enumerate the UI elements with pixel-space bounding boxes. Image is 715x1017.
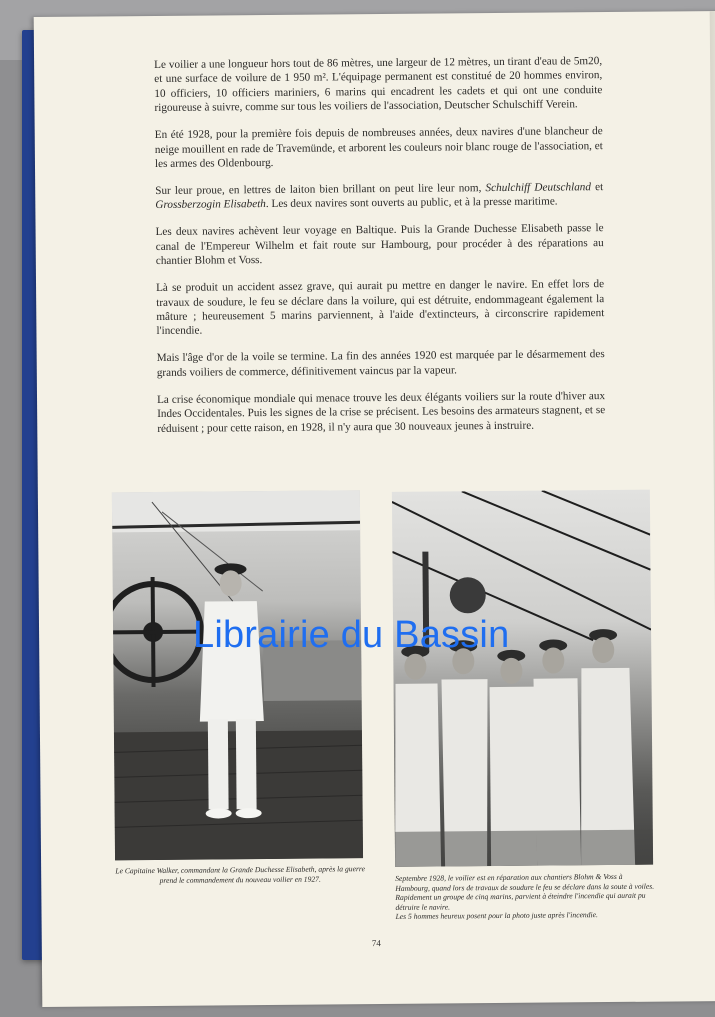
book-page xyxy=(34,11,715,1007)
ship-name-1: Schulchiff Deutschland xyxy=(485,181,592,195)
paragraph-3 xyxy=(155,180,603,213)
paragraph-1: Le voilier a une longueur hors tout de 86 mètres, une largeur de 12 mètres, un tirant d'eau de 5m20, et une surface de voilure de 1 950 m². L'équipage permanent est constitué de 20 hommes environ, 10 officiers, 10 officiers mariniers, 6 marins qui encadrent les cadets et qui ont une conduite rigoureuse à suivre, comme sur tous les voiliers de l'association, Deutscher Schulschiff Verein. xyxy=(154,55,603,115)
paragraph-2: En été 1928, pour la première fois depuis de nombreuses années, deux navires d'une blancheur de neige mouillent en rade de Travemünde, et arborent les couleurs noir blanc rouge de l'association, et les armes des Oldenbourg. xyxy=(154,125,603,171)
caption-left: Le Capitaine Walker, commandant la Grande Duchesse Elisabeth, après la guerre prend le commandement du nouveau voilier en 1927. xyxy=(115,864,365,885)
page-edge xyxy=(710,11,715,1011)
caption-right-main: Septembre 1928, le voilier est en réparation aux chantiers Blohm & Voss à Hambourg, quand lors de travaux de soudure le feu se déclare dans la soute à voiles. Rapidement un groupe de cinq marins, parvient à éteindre l'incendie qui aurait pu détruire le navire. xyxy=(395,871,655,912)
caption-right xyxy=(395,872,657,922)
paragraph-5: Là se produit un accident assez grave, qui aurait pu mettre en danger le navire. En effet lors de travaux de soudure, le feu se déclare dans la voilure, qui est détruite, endommageant également la mâture ; heureusement 5 marins parviennent, à l'aide d'extincteurs, à circonscrire rapidement l'incendie. xyxy=(156,278,605,338)
photo-sailors xyxy=(392,490,653,867)
paragraph-7: La crise économique mondiale qui menace trouve les deux élégants voiliers sur la route d'hiver aux Indes Occidentales. Puis les signes de la crise se précisent. Les besoins des armateurs stagnent, et se réduisent ; pour cette raison, en 1928, il n'y aura que 30 nouveaux jeunes à instruire. xyxy=(156,389,606,435)
caption-right-note: Les 5 hommes heureux posent pour la photo juste après l'incendie. xyxy=(395,910,598,922)
photo-captain-image xyxy=(112,490,363,860)
paragraph-6: Mais l'âge d'or de la voile se termine. La fin des années 1920 est marquée par le désarmement des grands voiliers de commerce, définitivement vaincus par la vapeur. xyxy=(156,348,605,379)
paragraph-3-end: . Les deux navires sont ouverts au public, et à la presse maritime. xyxy=(265,195,558,211)
body-text xyxy=(154,54,605,449)
ship-name-2: Grossberzogin Elisabeth xyxy=(155,198,266,212)
paragraph-4: Les deux navires achèvent leur voyage en Baltique. Puis la Grande Duchesse Elisabeth passe le canal de l'Empereur Wilhelm et fait route sur Hambourg, pour procéder à des réparations au chantier Blohm et Voss. xyxy=(155,222,604,268)
watermark: Librairie du Bassin xyxy=(193,614,510,656)
page-number: 74 xyxy=(371,938,381,949)
paragraph-3-text: Sur leur proue, en lettres de laiton bien brillant on peut lire leur nom, xyxy=(155,182,486,198)
photo-sailors-image xyxy=(392,490,653,867)
photo-captain xyxy=(112,490,363,860)
paragraph-3-mid: et xyxy=(590,181,604,194)
